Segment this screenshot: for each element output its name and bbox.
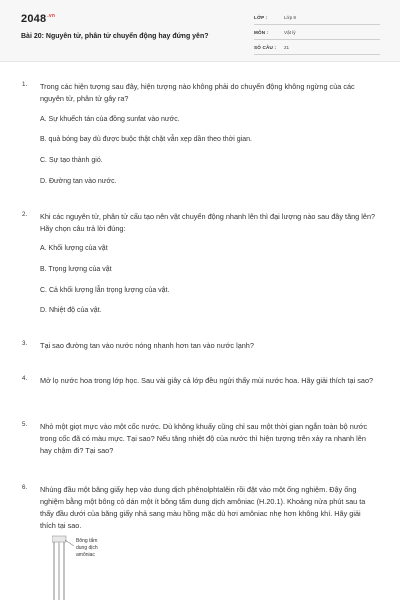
question-number: 3. bbox=[22, 340, 28, 347]
q1-option-b[interactable]: B. quả bóng bay dù được buộc thật chặt vẫn xẹp dần theo thời gian. bbox=[40, 136, 252, 143]
q1-option-a[interactable]: A. Sự khuếch tán của đồng sunfat vào nước. bbox=[40, 116, 180, 123]
question-text: Khi các nguyên tử, phân tử cấu tạo nên vật chuyển động nhanh lên thì đại lượng nào sau đây tăng lên? Hãy chọn câu trả lời đúng: bbox=[40, 212, 376, 233]
q2-option-a[interactable]: A. Khối lượng của vật bbox=[40, 245, 108, 252]
logo-domain: .vn bbox=[47, 13, 56, 20]
q1-option-c[interactable]: C. Sự tạo thành gió. bbox=[40, 157, 103, 164]
question-number: 6. bbox=[22, 484, 28, 491]
meta-grade-value: Lớp 8 bbox=[284, 15, 296, 20]
meta-count bbox=[254, 44, 380, 55]
meta-count-label: SỐ CÂU : bbox=[254, 45, 277, 50]
figure-label-line-3: amôniac bbox=[76, 552, 95, 558]
page-header bbox=[0, 0, 400, 62]
question-text: Nhúng đầu một băng giấy hẹp vào dung dịch phênolphtalêin rồi đặt vào một ống nghiệm. Đậy ống nghiệm bằng một bông cỏ dán một ít bông tẩm dung dịch amôniac (H.20.1). Khoảng nửa phút sau ta thấy đầu dưới của băng giấy nhả sang màu hồng mặc dù hơi amôniac nhẹ hơn không khí. Hãy giải thích tại sao. bbox=[40, 485, 366, 530]
q1-option-d[interactable]: D. Đường tan vào nước. bbox=[40, 178, 117, 185]
figure-label-line-1: Bông tẩm bbox=[76, 538, 98, 544]
q2-option-d[interactable]: D. Nhiệt độ của vật. bbox=[40, 307, 102, 314]
question-number: 2. bbox=[22, 211, 28, 218]
question-text: Trong các hiện tượng sau đây, hiện tượng nào không phải do chuyển động không ngừng của các nguyên tử, phân tử gây ra? bbox=[40, 82, 355, 103]
cotton-plug bbox=[52, 536, 66, 542]
meta-subject-label: MÔN : bbox=[254, 30, 269, 35]
q2-option-c[interactable]: C. Cả khối lượng lẫn trọng lượng của vật. bbox=[40, 287, 170, 294]
question-text: Tại sao đường tan vào nước nóng nhanh hơn tan vào nước lạnh? bbox=[40, 341, 254, 350]
meta-count-value: 21 bbox=[284, 45, 290, 50]
meta-grade bbox=[254, 14, 380, 25]
site-logo[interactable] bbox=[21, 13, 55, 25]
question-text: Mở lọ nước hoa trong lớp học. Sau vài giây cả lớp đều ngửi thấy mùi nước hoa. Hãy giải thích tại sao? bbox=[40, 376, 374, 385]
question-number: 4. bbox=[22, 375, 28, 382]
q2-option-b[interactable]: B. Trọng lượng của vật bbox=[40, 266, 112, 273]
logo-text: 2048 bbox=[21, 13, 47, 25]
label-leader-line bbox=[65, 540, 74, 546]
lesson-title: Bài 20: Nguyên tử, phân tử chuyển động hay đứng yên? bbox=[21, 33, 209, 40]
meta-grade-label: LỚP : bbox=[254, 15, 268, 20]
question-number: 1. bbox=[22, 81, 28, 88]
test-tube-figure bbox=[52, 534, 162, 600]
meta-subject bbox=[254, 29, 380, 40]
question-text: Nhỏ một giọt mực vào một cốc nước. Dù không khuấy cũng chỉ sau một thời gian ngắn toàn bộ nước trong cốc đã có màu mực. Tại sao? Nếu tăng nhiệt độ của nước thì hiện tượng trên xảy ra nhanh lên hay chậm đi? Tại sao? bbox=[40, 422, 368, 455]
test-tube-diagram bbox=[52, 534, 162, 600]
question-number: 5. bbox=[22, 421, 28, 428]
figure-label-line-2: dung dịch bbox=[76, 545, 98, 551]
meta-subject-value: Vật lý bbox=[284, 30, 296, 35]
